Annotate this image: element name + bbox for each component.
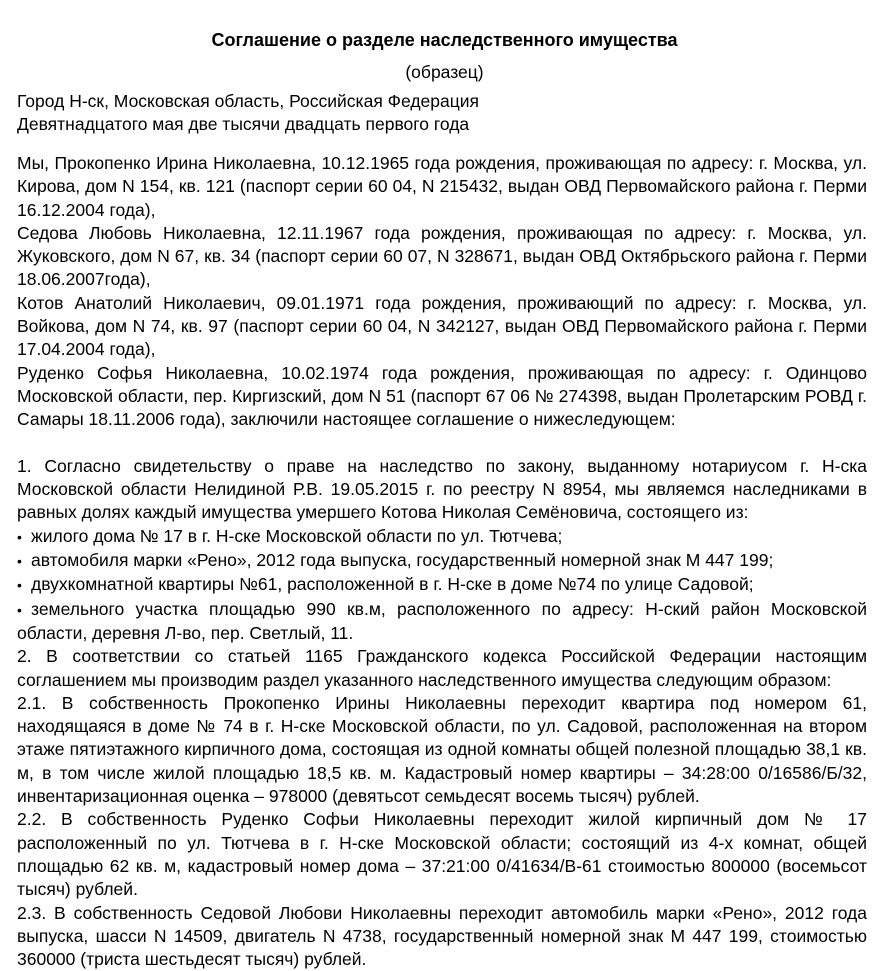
spacer (17, 432, 867, 455)
document-subtitle: (образец) (0, 60, 889, 84)
date-line: Девятнадцатого мая две тысячи двадцать первого года (17, 113, 877, 136)
document-body (17, 152, 867, 971)
party-rudenko: Руденко Софья Николаевна, 10.02.1974 года рождения, проживающая по адресу: г. Одинцово Московской области, пер. Киргизский, дом N 51 (паспорт 67 06 № 274398, выдан Пролетарским РОВД г. Самары 18.11.2006 года), заключили настоящее соглашение о нижеследующем: (17, 362, 867, 432)
party-sedova: Седова Любовь Николаевна, 12.11.1967 года рождения, проживающая по адресу: г. Москва, ул. Жуковского, дом N 67, кв. 34 (паспорт серии 60 07, N 328671, выдан ОВД Октябрьского района г. Перми 18.06.2007года), (17, 222, 867, 292)
clause-1: 1. Согласно свидетельству о праве на наследство по закону, выданному нотариусом г. Н-ска Московской области Нелидиной Р.В. 19.05.2015 г. по реестру N 8954, мы являемся наследниками в равных долях каждый имущества умершего Котова Николая Семёновича, состоящего из: (17, 455, 867, 525)
clause-2-2: 2.2. В собственность Руденко Софьи Николаевны переходит жилой кирпичный дом № 17 расположенный по ул. Тютчева в г. Н-ске Московской области; состоящий из 4-х комнат, общей площадью 62 кв. м, кадастровый номер дома – 37:21:00 0/41634/В-61 стоимостью 800000 (восемьсот тысяч) рублей. (17, 808, 867, 901)
party-prokopenko: Мы, Прокопенко Ирина Николаевна, 10.12.1965 года рождения, проживающая по адресу: г. Москва, ул. Кирова, дом N 154, кв. 121 (паспорт серии 60 04, N 215432, выдан ОВД Первомайского района г. Перми 16.12.2004 года), (17, 152, 867, 222)
list-item (17, 549, 867, 573)
document-title: Соглашение о разделе наследственного имущества (0, 28, 889, 52)
city-line: Город Н-ск, Московская область, Российская Федерация (17, 90, 877, 113)
clause-2-3: 2.3. В собственность Седовой Любови Николаевны переходит автомобиль марки «Рено», 2012 года выпуска, шасси N 14509, двигатель N 4738, государственный номерной знак М 447 199, стоимостью 360000 (триста шестьдесят тысяч) рублей. (17, 902, 867, 971)
bullet-icon: • (17, 574, 31, 597)
clause-2-1: 2.1. В собственность Прокопенко Ирины Николаевны переходит квартира под номером 61, находящаяся в доме № 74 в г. Н-ске Московской области, по ул. Садовой, расположенная на втором этаже пятиэтажного кирпичного дома, состоящая из одной комнаты общей полезной площадью 38,1 кв. м, в том числе жилой площадью 18,5 кв. м. Кадастровый номер квартиры – 34:28:00 0/16586/Б/32, инвентаризационная оценка – 978000 (девятьсот семьдесят восемь тысяч) рублей. (17, 692, 867, 808)
list-item (17, 573, 867, 597)
bullet-icon: • (17, 526, 31, 549)
party-kotov: Котов Анатолий Николаевич, 09.01.1971 года рождения, проживающий по адресу: г. Москва, ул. Войкова, дом N 74, кв. 97 (паспорт серии 60 04, N 342127, выдан ОВД Первомайского района г. Перми 17.04.2004 года), (17, 292, 867, 362)
bullet-icon: • (17, 550, 31, 573)
document-header (17, 90, 877, 136)
list-item-text: жилого дома № 17 в г. Н-ске Московской области по ул. Тютчева; (31, 526, 562, 546)
list-item (17, 598, 867, 646)
list-item-text: автомобиля марки «Рено», 2012 года выпуска, государственный номерной знак М 447 199; (31, 550, 773, 570)
list-item (17, 525, 867, 549)
bullet-icon: • (17, 599, 31, 622)
list-item-text: двухкомнатной квартиры №61, расположенной в г. Н-ске в доме №74 по улице Садовой; (31, 574, 754, 594)
clause-2: 2. В соответствии со статьей 1165 Гражданского кодекса Российской Федерации настоящим соглашением мы производим раздел указанного наследственного имущества следующим образом: (17, 645, 867, 692)
list-item-text: земельного участка площадью 990 кв.м, расположенного по адресу: Н-ский район Московской области, деревня Л-во, пер. Светлый, 11. (17, 599, 867, 643)
